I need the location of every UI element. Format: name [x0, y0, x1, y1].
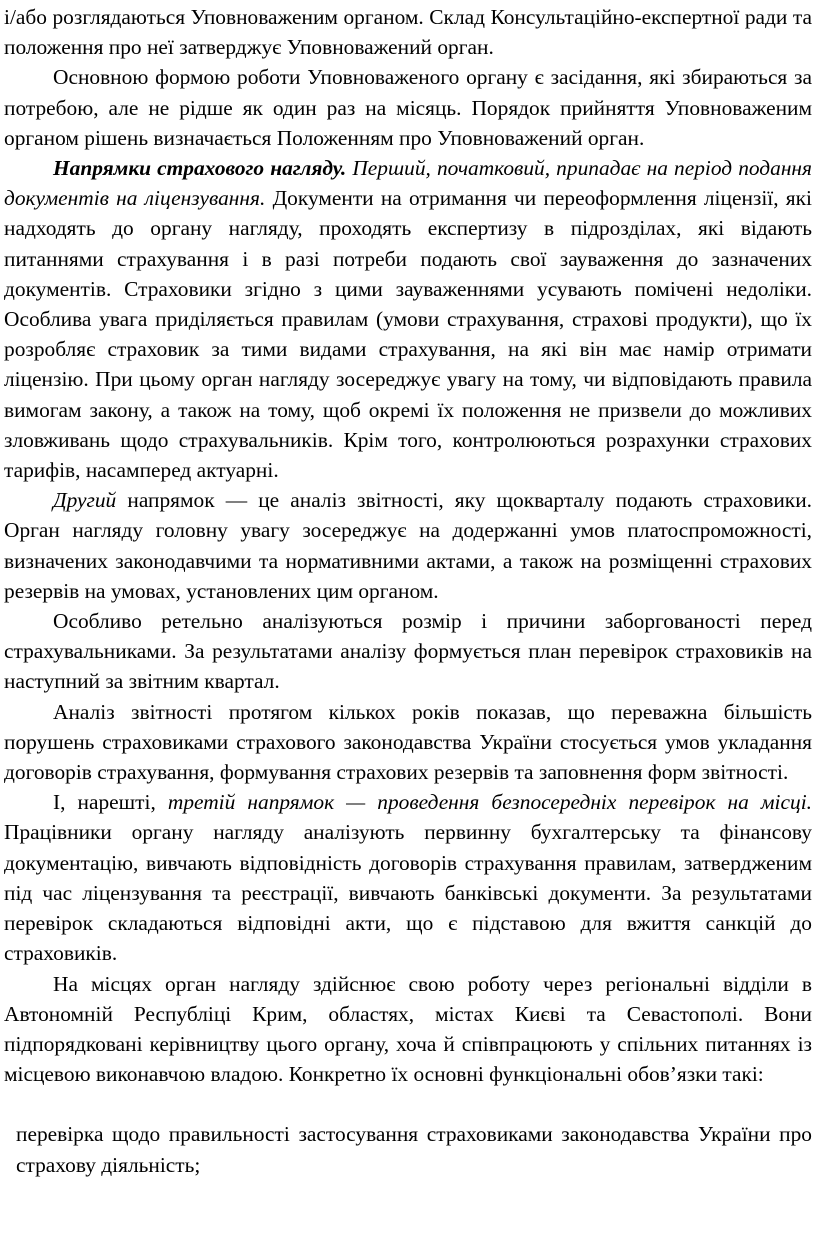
paragraph-7-prefix: І, нарешті, [53, 790, 156, 815]
paragraph-6 [4, 697, 812, 788]
paragraph-1 [4, 2, 812, 62]
paragraph-4-text: напрямок — це аналіз звітності, яку щокварталу подають страховики. Орган нагляду головну увагу зосереджує на додержанні умов платоспроможності, визначених законодавчими та нормативними актами, а також на розміщенні страхових резервів на умовах, установлених цим органом. [4, 488, 812, 603]
paragraph-8-text: На місцях орган нагляду здійснює свою роботу через регіональні відділи в Автономній Республіці Крим, областях, містах Києві та Севастополі. Вони підпорядковані керівництву цього органу, хоча й співпрацюють у спільних питаннях із місцевою виконавчою владою. Конкретно їх основні функціональні обов’язки такі: [4, 971, 812, 1087]
paragraph-1-text: і/або розглядаються Уповноваженим органом. Склад Консультаційно-експертної ради та положення про неї затверджує Уповноважений орган. [4, 5, 812, 60]
paragraph-7-lead: третій напрямок — проведення безпосередніх перевірок на місці. [167, 790, 812, 815]
paragraph-7-text: Працівники органу нагляду аналізують первинну бухгалтерську та фінансову документацію, вивчають відповідність договорів страхування правилам, затвердженим під час ліцензування та реєстрації, вивчають банківські документи. За результатами перевірок складаються відповідні акти, що є підставою для вжиття санкцій до страховиків. [4, 820, 812, 966]
paragraph-4-lead: Другий [53, 488, 117, 513]
paragraph-4 [4, 485, 812, 606]
list-item-text: перевірка щодо правильності застосування страховиками законодавства України про страхову діяльність; [16, 1122, 812, 1177]
paragraph-3-lead: Перший, початковий, припадає на період подання документів на ліцензування. [4, 156, 812, 211]
list-item [4, 1119, 812, 1179]
paragraph-8 [4, 969, 812, 1090]
paragraph-3 [4, 153, 812, 485]
document-page [4, 2, 812, 1180]
paragraph-2 [4, 62, 812, 153]
paragraph-3-text: Документи на отримання чи переоформлення ліцензії, які надходять до органу нагляду, проходять експертизу в підрозділах, які відають питаннями страхування і в разі потреби подають свої зауваження до зазначених документів. Страховики згідно з цими зауваженнями усувають помічені недоліки. Особлива увага приділяється правилам (умови страхування, страхові продукти), що їх розробляє страховик за тими видами страхування, на які він має намір отримати ліцензію. При цьому орган нагляду зосереджує увагу на тому, чи відповідають правила вимогам закону, а також на тому, щоб окремі їх положення не призвели до можливих зловживань щодо страхувальників. Крім того, контролюються розрахунки страхових тарифів, насамперед актуарні. [4, 186, 812, 483]
paragraph-5-text: Особливо ретельно аналізуються розмір і причини заборгованості перед страхувальниками. За результатами аналізу формується план перевірок страховиків на наступний за звітним квартал. [4, 609, 812, 694]
paragraph-5 [4, 606, 812, 697]
paragraph-7 [4, 787, 812, 968]
section-heading: Напрямки страхового нагляду. [53, 156, 347, 181]
paragraph-2-text: Основною формою роботи Уповноваженого органу є засідання, які збираються за потребою, але не рідше як один раз на місяць. Порядок прийняття Уповноваженим органом рішень визначається Положенням про Уповноважений орган. [4, 65, 812, 150]
paragraph-6-text: Аналіз звітності протягом кількох років показав, що переважна більшість порушень страховиками страхового законодавства України стосується умов укладання договорів страхування, формування страхових резервів та заповнення форм звітності. [4, 699, 812, 785]
